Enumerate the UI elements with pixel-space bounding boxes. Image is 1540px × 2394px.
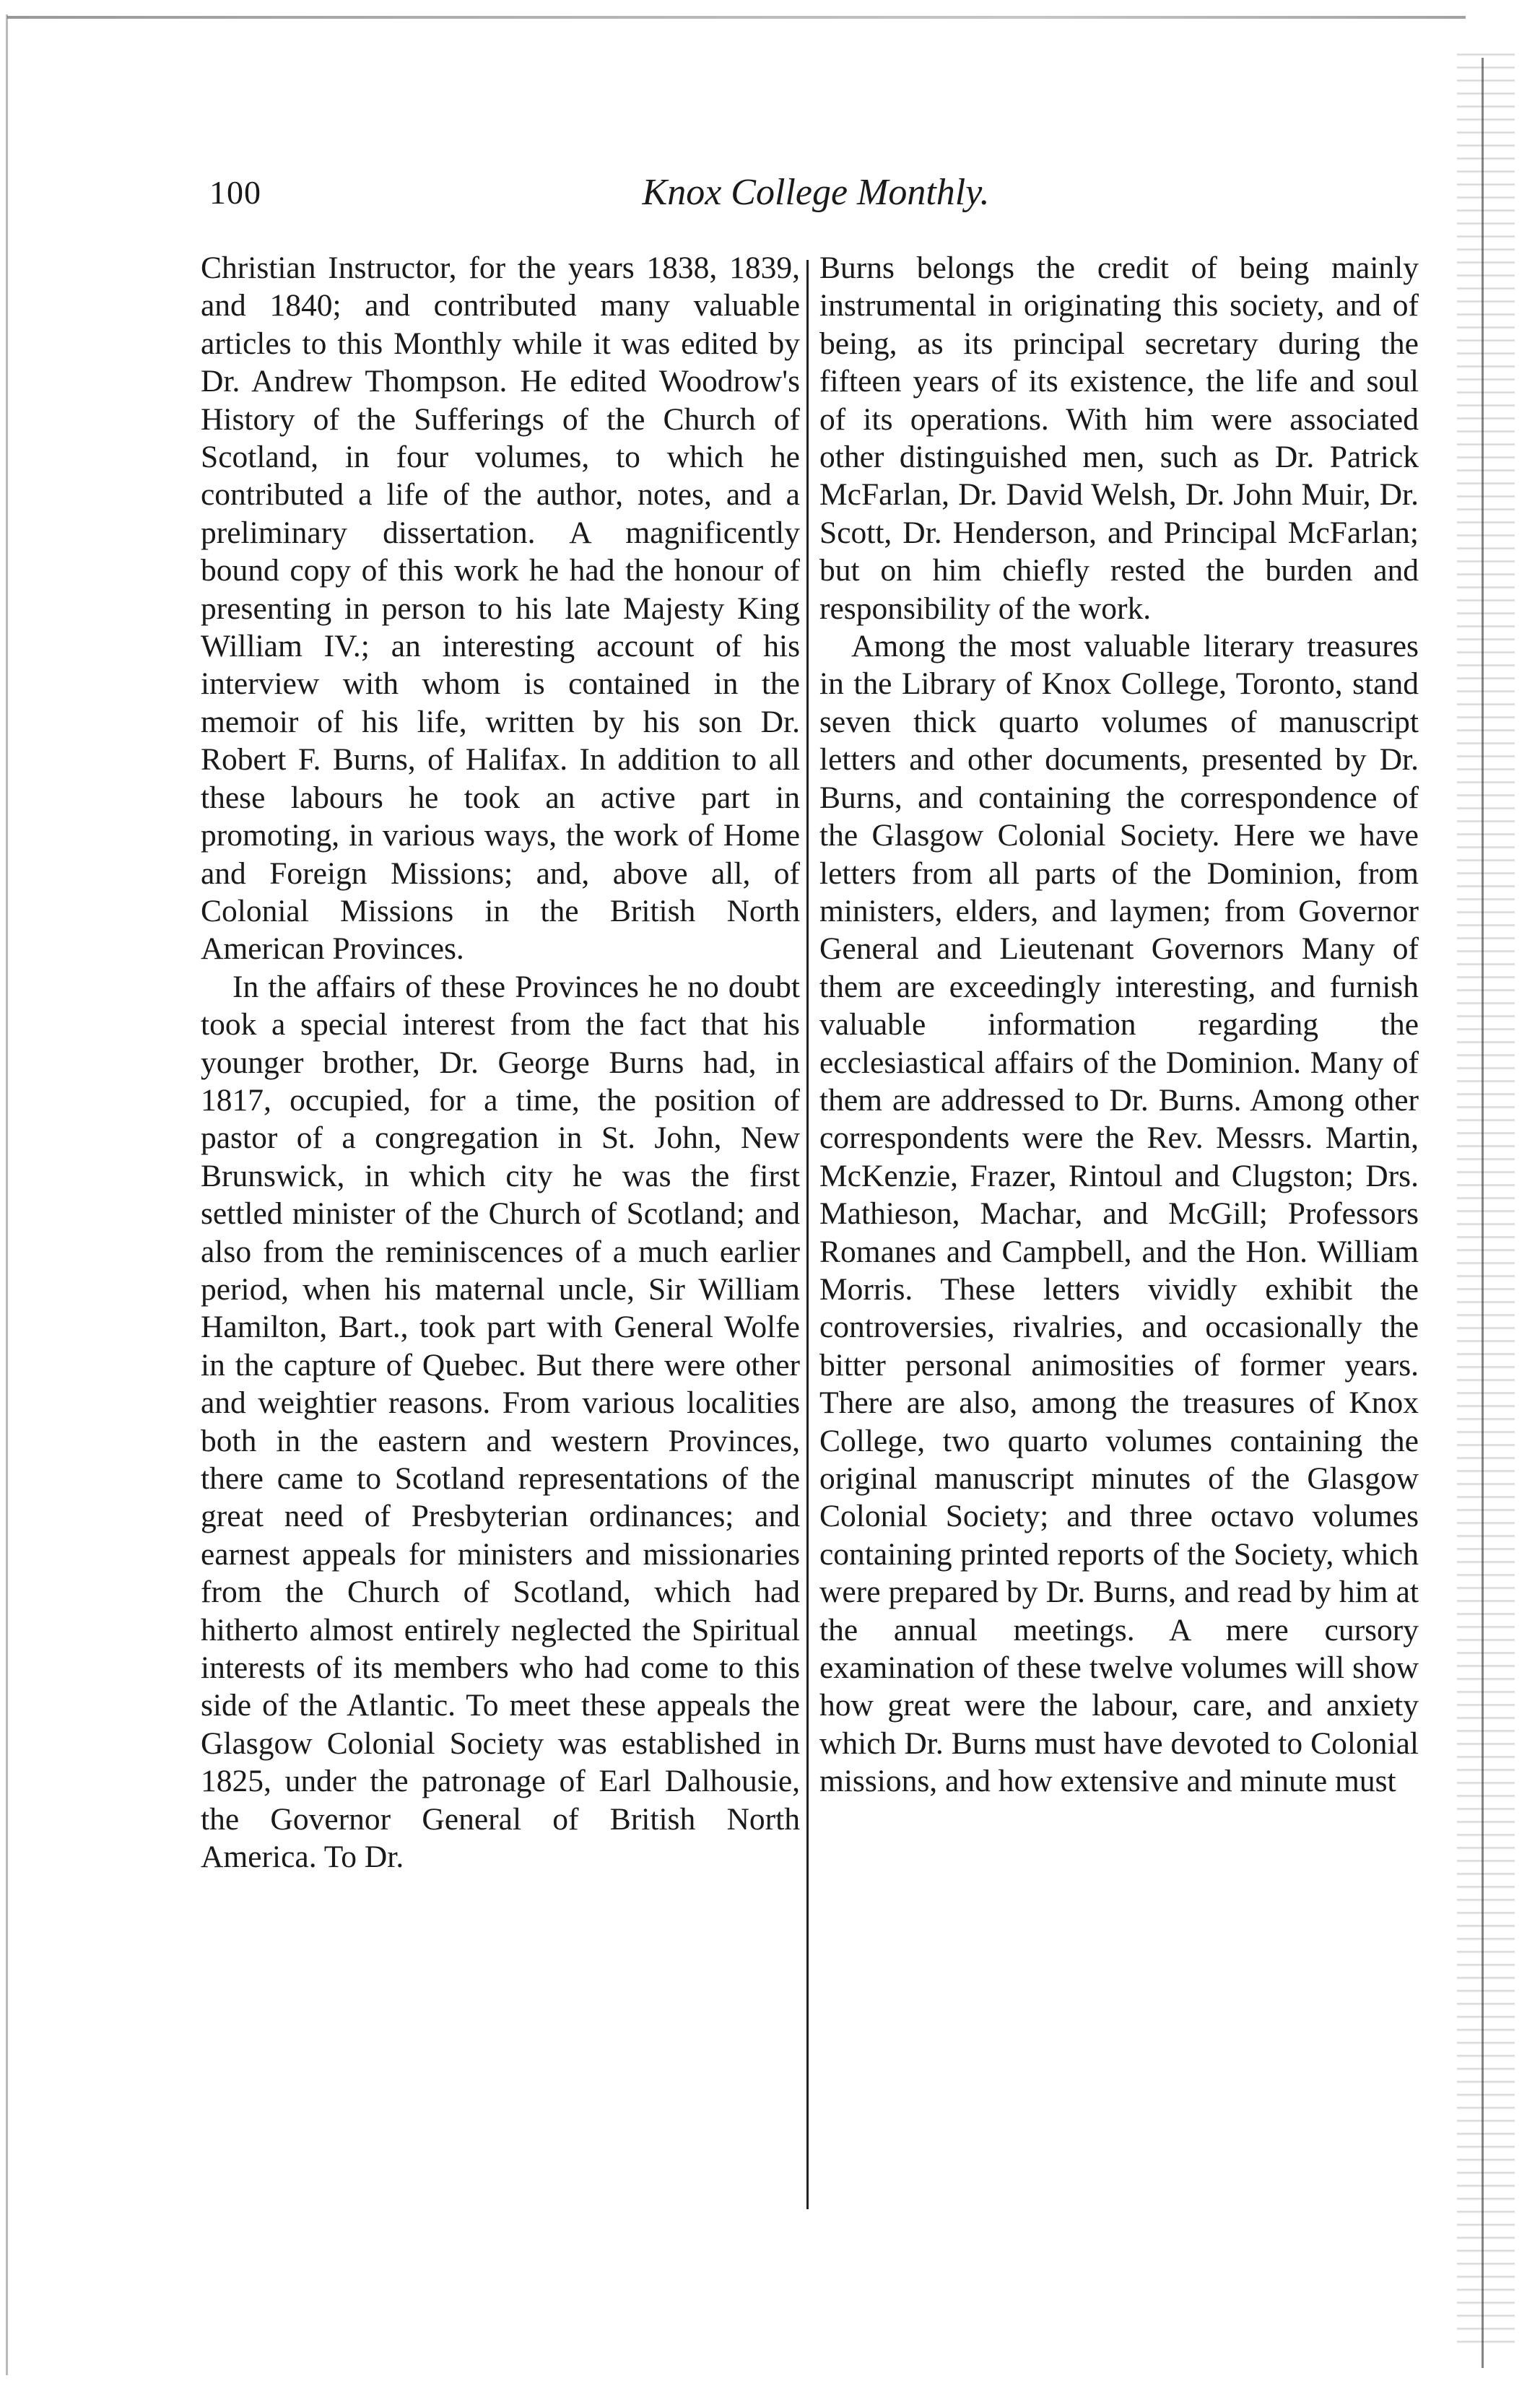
right-paragraph-1: Burns belongs the credit of being mainly instrumental in originating this society, and of being, as its principal secretary during the fifteen years of its existence, the life and soul of its operations. With him were associated other distinguished men, such as Dr. Patrick McFarlan, Dr. David Welsh, Dr. John Muir, Dr. Scott, Dr. Henderson, and Principal McFarlan; but on him chiefly rested the burden and responsibility of the work.	[819, 251, 1419, 626]
running-head	[209, 167, 1422, 218]
right-column	[819, 249, 1419, 1801]
scan-top-edge	[7, 16, 1466, 19]
scan-left-edge	[6, 14, 8, 2375]
page-number: 100	[209, 174, 261, 211]
scan-binding-edge	[1457, 43, 1515, 2354]
running-title: Knox College Monthly.	[642, 172, 990, 213]
scan-binding-line	[1482, 58, 1484, 2368]
column-rule	[806, 260, 809, 2209]
left-paragraph-1: Christian Instructor, for the years 1838, 1839, and 1840; and contributed many valuable articles to this Monthly while it was edited by Dr. Andrew Thompson. He edited Woodrow's History of the Sufferings of the Church of Scotland, in four volumes, to which he contributed a life of the author, notes, and a preliminary dissertation. A magnificently bound copy of this work he had the honour of presenting in person to his late Majesty King William IV.; an interesting account of his interview with whom is contained in the memoir of his life, written by his son Dr. Robert F. Burns, of Halifax. In addition to all these labours he took an active part in promoting, in various ways, the work of Home and Foreign Missions; and, above all, of Colonial Missions in the British North American Provinces.	[201, 251, 800, 967]
right-paragraph-2: Among the most valuable literary treasures in the Library of Knox College, Toronto, stand seven thick quarto volumes of manuscript letters and other documents, presented by Dr. Burns, and containing the correspondence of the Glasgow Colonial Society. Here we have letters from all parts of the Dominion, from ministers, elders, and laymen; from Governor General and Lieutenant Governors Many of them are exceedingly interesting, and furnish valuable information regarding the ecclesiastical affairs of the Dominion. Many of them are addressed to Dr. Burns. Among other correspondents were the Rev. Messrs. Martin, McKenzie, Frazer, Rintoul and Clugston; Drs. Mathieson, Machar, and McGill; Professors Romanes and Campbell, and the Hon. William Morris. These letters vividly exhibit the controversies, rivalries, and occasionally the bitter personal animosities of former years. There are also, among the treasures of Knox College, two quarto volumes containing the original manuscript minutes of the Glasgow Colonial Society; and three octavo volumes containing printed reports of the Society, which were prepared by Dr. Burns, and read by him at the annual meetings. A mere cursory examination of these twelve volumes will show how great were the labour, care, and anxiety which Dr. Burns must have devoted to Colonial missions, and how extensive and minute must	[819, 629, 1419, 1799]
left-column	[201, 249, 800, 1876]
left-paragraph-2: In the affairs of these Provinces he no doubt took a special interest from the fact that his younger brother, Dr. George Burns had, in 1817, occupied, for a time, the position of pastor of a congregation in St. John, New Brunswick, in which city he was the first settled minister of the Church of Scotland; and also from the reminiscences of a much earlier period, when his maternal uncle, Sir William Hamilton, Bart., took part with General Wolfe in the capture of Quebec. But there were other and weightier reasons. From various localities both in the eastern and western Provinces, there came to Scotland representations of the great need of Presbyterian ordinances; and earnest appeals for ministers and missionaries from the Church of Scotland, which had hitherto almost entirely neglected the Spiritual interests of its members who had come to this side of the Atlantic. To meet these appeals the Glasgow Colonial Society was established in 1825, under the patronage of Earl Dalhousie, the Governor General of British North America. To Dr.	[201, 969, 800, 1875]
